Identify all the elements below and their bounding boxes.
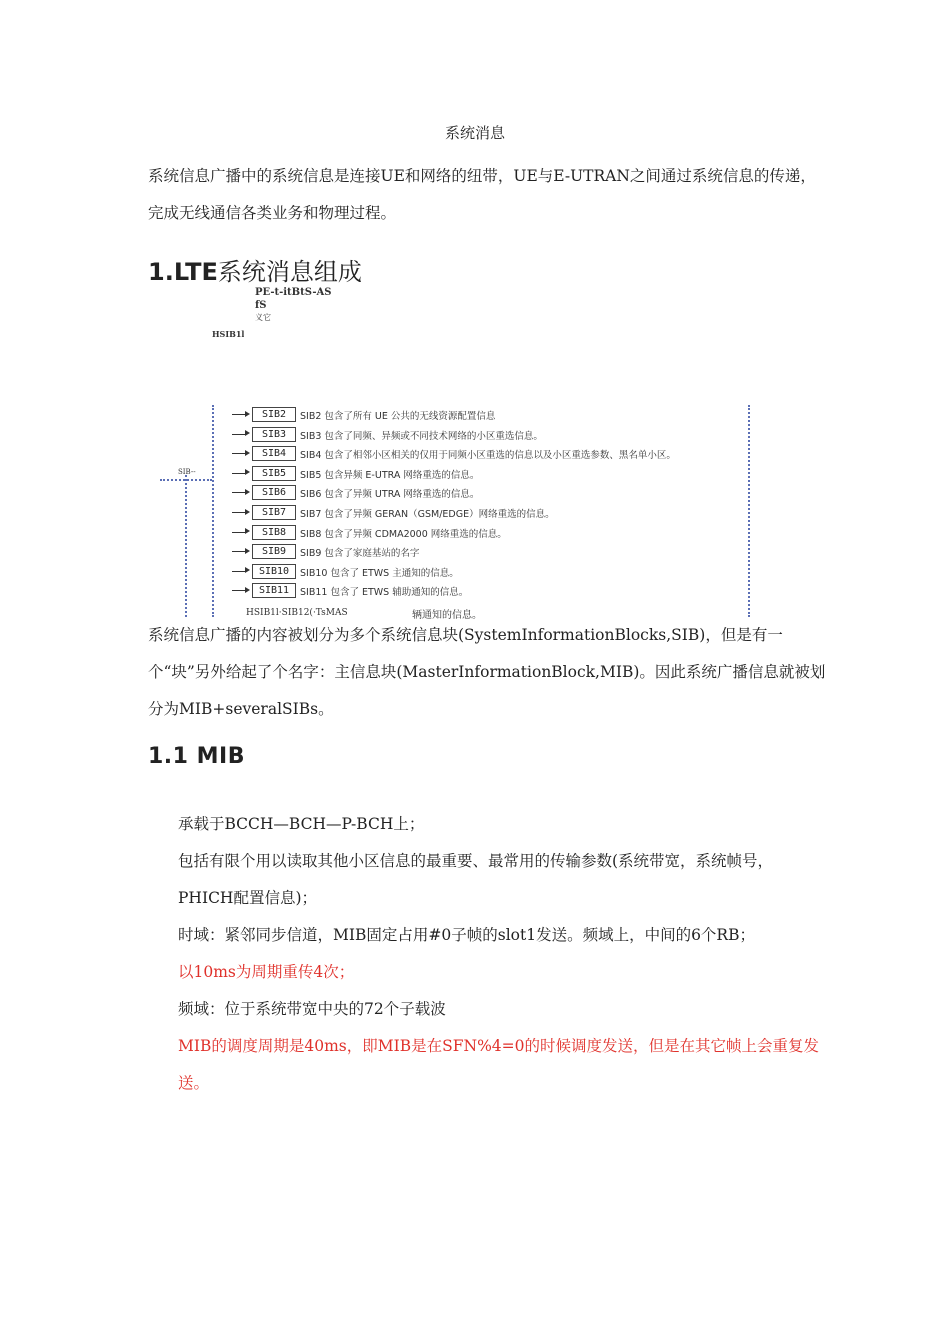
sib-description: SIB9 包含了家庭基站的名字 [300,548,420,560]
left-dotted-line [185,475,187,617]
sib-description: SIB8 包含了异频 CDMA2000 网络重选的信息。 [300,528,507,540]
arrow-icon [232,434,246,436]
diagram-top-label-2: fS [255,300,267,311]
sib-box: SIB5 [252,466,296,481]
diagram-mid-label: SIB-- [178,468,196,476]
diagram-bottom-left: HSIB1l·SIB12(·TsMAS [246,608,348,618]
section-heading-1-1: 1.1 MIB [148,744,245,769]
sib-diagram [150,285,760,620]
arrow-icon [232,551,246,553]
sib-description: SIB11 包含了 ETWS 辅助通知的信息。 [300,587,469,599]
section-number: 1.LTE [148,258,218,286]
arrow-icon [232,571,246,573]
sib-description: SIB4 包含了相邻小区相关的仅用于同频小区重选的信息以及小区重选参数、黑名单小区。 [300,450,676,462]
arrow-icon [232,414,246,416]
mib-item: MIB的调度周期是40ms，即MIB是在SFN%4=0的时候调度发送，但是在其它帧上会重复发送。 [178,1037,820,1092]
branch-dotted-line [160,479,212,481]
sib-box: SIB11 [252,583,296,598]
section-heading-1 [148,252,362,287]
mib-item: 时域：紧邻同步信道，MIB固定占用#0子帧的slot1发送。频域上，中间的6个RB； [178,926,755,944]
sib-paragraph: 系统信息广播的内容被划分为多个系统信息块(SystemInformationBlocks,SIB)，但是有一个“块”另外给起了个名字：主信息块(MasterInformationBlock,MIB)。因此系统广播信息就被划分为MIB+severalSIBs。 [148,626,826,718]
page-title: 系统消息 [444,124,505,142]
arrow-icon [232,590,246,592]
inner-dotted-line [212,405,214,617]
sib-box: SIB10 [252,564,296,579]
sib-description: SIB2 包含了所有 UE 公共的无线资源配置信息 [300,411,496,422]
diagram-top-label-3: 义它 [255,313,271,322]
sib-box: SIB6 [252,485,296,500]
diagram-top-label-1: PE-t-itBtS-AS [255,287,332,298]
mib-item: 以10ms为周期重传4次； [178,963,355,981]
mib-item: 包括有限个用以读取其他小区信息的最重要、最常用的传输参数(系统带宽，系统帧号，PHICH配置信息)； [178,852,774,907]
sib-box: SIB3 [252,427,296,442]
sib-description: SIB3 包含了同频、异频或不同技术网络的小区重选信息。 [300,430,543,442]
mib-item: 频域：位于系统带宽中央的72个子载波 [178,1000,446,1018]
sib-description: SIB10 包含了 ETWS 主通知的信息。 [300,567,459,579]
arrow-icon [232,473,246,475]
sib-box: SIB8 [252,525,296,540]
arrow-icon [232,453,246,455]
sib-description: SIB5 包含异频 E-UTRA 网络重选的信息。 [300,469,480,481]
right-dotted-line [748,405,750,617]
arrow-icon [232,532,246,534]
diagram-left-label: HSIB1l [212,329,245,337]
arrow-icon [232,492,246,494]
arrow-icon [232,512,246,514]
sib-box: SIB4 [252,446,296,461]
sib-description: SIB6 包含了异频 UTRA 网络重选的信息。 [300,489,480,501]
intro-paragraph: 系统信息广播中的系统信息是连接UE和网络的纽带，UE与E-UTRAN之间通过系统信息的传递，完成无线通信各类业务和物理过程。 [148,167,816,222]
sib-box: SIB2 [252,407,296,422]
diagram-bottom-right: 辆通知的信息。 [412,610,482,621]
sib-box: SIB9 [252,544,296,559]
section-title: 系统消息组成 [217,258,362,286]
sib-box: SIB7 [252,505,296,520]
mib-item: 承载于BCCH—BCH—P-BCH上； [178,815,425,833]
sib-description: SIB7 包含了异频 GERAN（GSM/EDGE）网络重选的信息。 [300,509,555,520]
